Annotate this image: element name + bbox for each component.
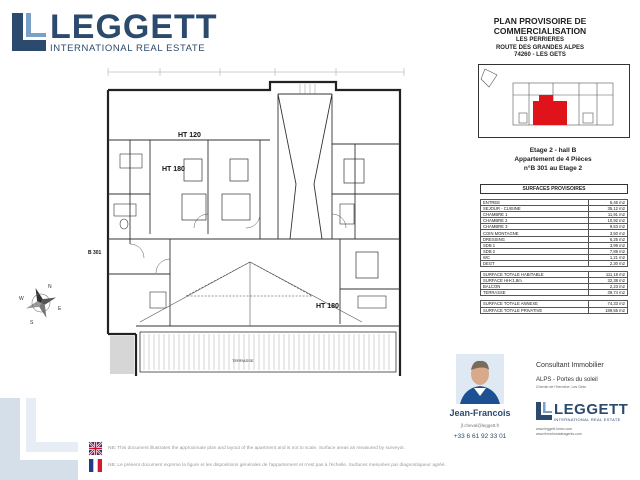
surface-value: 2,23 m2 <box>589 284 628 290</box>
surface-value: 11,91 m2 <box>589 212 628 218</box>
consultant-phone-link[interactable]: +33 6 61 92 33 01 <box>453 433 507 440</box>
surface-name: DRESSING <box>481 236 589 242</box>
leggett-small-logo-icon <box>536 402 552 420</box>
surface-value: 111,18 m2 <box>589 272 628 278</box>
consultant-agency: ALPS - Portes du soleil <box>536 377 598 383</box>
surface-value: 35,12 m2 <box>589 206 628 212</box>
consultant-logo-subtitle: INTERNATIONAL REAL ESTATE <box>554 417 621 422</box>
terrasse-label: TERRASSE <box>232 358 254 363</box>
svg-text:S: S <box>30 320 34 326</box>
uk-flag-icon <box>89 442 102 455</box>
brand-logo-word: LEGGETT <box>50 8 218 46</box>
surface-name: SDB 1 <box>481 242 589 248</box>
ht-120-label: HT 120 <box>178 132 201 139</box>
ht-180-label-a: HT 180 <box>162 166 185 173</box>
surface-value: 6,25 m2 <box>589 236 628 242</box>
surface-value: 6,46 m2 <box>589 200 628 206</box>
website-link[interactable]: www.leggett-immo.com <box>536 427 573 431</box>
surface-name: TERRASSE <box>481 290 589 296</box>
surface-name: ENTREE <box>481 200 589 206</box>
surface-value: 39,74 m2 <box>589 290 628 296</box>
compass-rose-icon <box>18 280 64 326</box>
consultant-contacts <box>536 427 582 437</box>
surface-name: COIN MONTAGNE <box>481 230 589 236</box>
surface-name: SURFACE HH<1,8m <box>481 278 589 284</box>
surfaces-table <box>480 199 628 314</box>
brand-logo-subtitle: INTERNATIONAL REAL ESTATE <box>50 43 206 54</box>
surface-name: SEJOUR - CUISINE <box>481 206 589 212</box>
plan-title: PLAN PROVISOIRE DE COMMERCIALISATION <box>493 16 587 36</box>
svg-text:W: W <box>19 296 24 302</box>
consultant-name: Jean-Francois <box>449 408 511 418</box>
ht-180-label-b: HT 180 <box>316 303 339 310</box>
svg-text:E: E <box>58 306 62 312</box>
surface-name: BALCON <box>481 284 589 290</box>
surface-name: SURFACE TOTALE HABITABLE <box>481 272 589 278</box>
surface-name: CHAMBRE 3 <box>481 224 589 230</box>
surface-row <box>481 307 628 313</box>
svg-text:N: N <box>48 284 52 290</box>
surface-name: SDB 2 <box>481 248 589 254</box>
france-flag-icon <box>89 459 102 472</box>
website-link-2[interactable]: www.frenchestateagents.com <box>536 432 582 436</box>
surface-value: 2,30 m2 <box>589 260 628 266</box>
consultant-logo-word: LEGGETT <box>554 401 629 418</box>
surface-value: 3,99 m2 <box>589 242 628 248</box>
apartment-info: Etage 2 - hall B Appartement de 4 Pièces n°B 301 au Etage 2 <box>514 147 592 172</box>
surface-value: 9,53 m2 <box>589 224 628 230</box>
leggett-logo-icon <box>12 13 50 51</box>
surface-value: 7,89 m2 <box>589 248 628 254</box>
surface-name: CHAMBRE 2 <box>481 218 589 224</box>
consultant-photo <box>456 354 504 404</box>
surface-value: 32,38 m2 <box>589 278 628 284</box>
surface-value: 1,21 m2 <box>589 254 628 260</box>
surface-value: 189,55 m2 <box>589 307 628 313</box>
surface-value: 74,33 m2 <box>589 301 628 307</box>
consultant-email-link[interactable]: jf.cheval@leggett.fr <box>460 423 500 428</box>
watermark-logo-icon <box>0 398 78 480</box>
surface-name: CHAMBRE 1 <box>481 212 589 218</box>
door-label: B 301 <box>88 250 102 256</box>
surface-name: WC <box>481 254 589 260</box>
disclaimer-en: NB: This document illustrates the approximate plan and layout of the apartment and is not to scale. Surface areas as measured by surveyor. <box>108 446 405 451</box>
consultant-title: Consultant Immobilier <box>536 362 604 369</box>
consultant-avatar-icon <box>456 354 504 404</box>
surface-name: DEGT <box>481 260 589 266</box>
surface-name: SURFACE TOTALE ANNEXE <box>481 301 589 307</box>
surface-value: 3,50 m2 <box>589 230 628 236</box>
surfaces-title: SURFACES PROVISOIRES <box>480 184 628 194</box>
floor-plan-drawing <box>88 64 412 410</box>
plan-address: LES PERRIERES ROUTE DES GRANDES ALPES 74260 - LES GETS <box>495 37 585 58</box>
surface-value: 10,92 m2 <box>589 218 628 224</box>
disclaimer-fr: NB: Le présent document exprime la figure et les dispositions générales de l'appartement et n'est pas à l'échelle. Surfaces mesurées par diagnostiqueur agréé. <box>108 463 446 468</box>
consultant-address: Chemin de l'Hermine, Les Gets <box>536 385 586 389</box>
surface-name: SURFACE TOTALE PRIVATIVE <box>481 307 589 313</box>
location-mini-plan <box>478 64 630 138</box>
